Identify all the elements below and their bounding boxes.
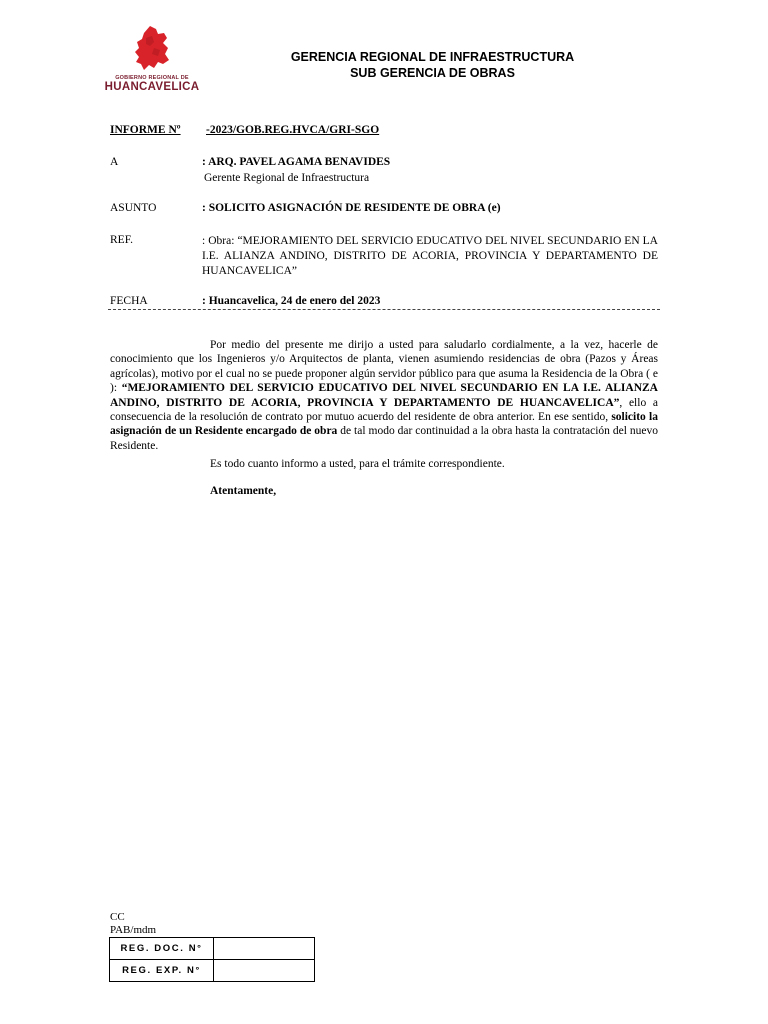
field-fecha-label: FECHA [110,295,148,307]
reg-doc-label: REG. DOC. N° [110,938,214,960]
dashed-separator [108,309,660,310]
reg-exp-value [214,960,315,982]
field-asunto-label: ASUNTO [110,202,157,214]
body-project-name: “MEJORAMIENTO DEL SERVICIO EDUCATIVO DEL NIVEL SECUNDARIO EN LA I.E. ALIANZA ANDINO, DISTRITO DE ACORIA, PROVINCIA Y DEPARTAMENTO DE HUANCAVELICA” [110,382,658,409]
table-row [110,960,315,982]
closing-line: Es todo cuanto informo a usted, para el trámite correspondiente. [210,458,505,470]
reg-exp-label: REG. EXP. N° [110,960,214,982]
table-row [110,938,315,960]
logo-caption-top: GOBIERNO REGIONAL DE [115,75,189,81]
field-ref-label: REF. [110,234,134,246]
informe-number [110,124,379,136]
header-line-1: GERENCIA REGIONAL DE INFRAESTRUCTURA [290,50,575,64]
gobierno-regional-logo [104,24,200,96]
field-a-subvalue: Gerente Regional de Infraestructura [204,172,370,184]
informe-label: INFORME Nº [110,124,181,136]
body-request: solicito la asignación de un Residente encargado de obra [110,411,658,438]
document-header [250,49,615,81]
field-a-label: A [110,156,119,168]
body-text-3: de tal modo dar continuidad a la obra hasta la contratación del nuevo Residente. [110,425,658,452]
body-text-2: , ello a consecuencia de la resolución de contrato por mutuo acuerdo del residente de obra anterior. En ese sentido, [110,396,658,424]
logo-caption-main: HUANCAVELICA [104,81,200,93]
body-paragraph [110,338,658,453]
initials: PAB/mdm [110,923,157,936]
field-a-value: : ARQ. PAVEL AGAMA BENAVIDES [202,156,391,168]
field-ref-value: : Obra: “MEJORAMIENTO DEL SERVICIO EDUCATIVO DEL NIVEL SECUNDARIO EN LA I.E. ALIANZA ANDINO, DISTRITO DE ACORIA, PROVINCIA Y DEPARTAMENTO DE HUANCAVELICA” [202,235,658,277]
body-text-1: Por medio del presente me dirijo a usted para saludarlo cordialmente, a la vez, hacerle de conocimiento que los Ingenieros y/o Arquitectos de planta, vienen asumiendo residencias de obra (Pazos y Áreas agrícolas), motivo por el cual no se puede proponer algún servidor público para que asuma la Residencia de la Obra ( e ): [110,339,658,395]
field-asunto-value: : SOLICITO ASIGNACIÓN DE RESIDENTE DE OBRA (e) [202,202,501,214]
header-line-2: SUB GERENCIA DE OBRAS [350,66,515,80]
reg-doc-value [214,938,315,960]
copy-block [110,911,156,936]
registry-table [109,937,315,982]
cc-label: CC [110,911,125,923]
field-fecha-value: : Huancavelica, 24 de enero del 2023 [202,295,381,307]
informe-code: -2023/GOB.REG.HVCA/GRI-SGO [206,124,380,136]
huancavelica-map-icon [104,24,200,76]
signoff: Atentamente, [210,485,277,497]
